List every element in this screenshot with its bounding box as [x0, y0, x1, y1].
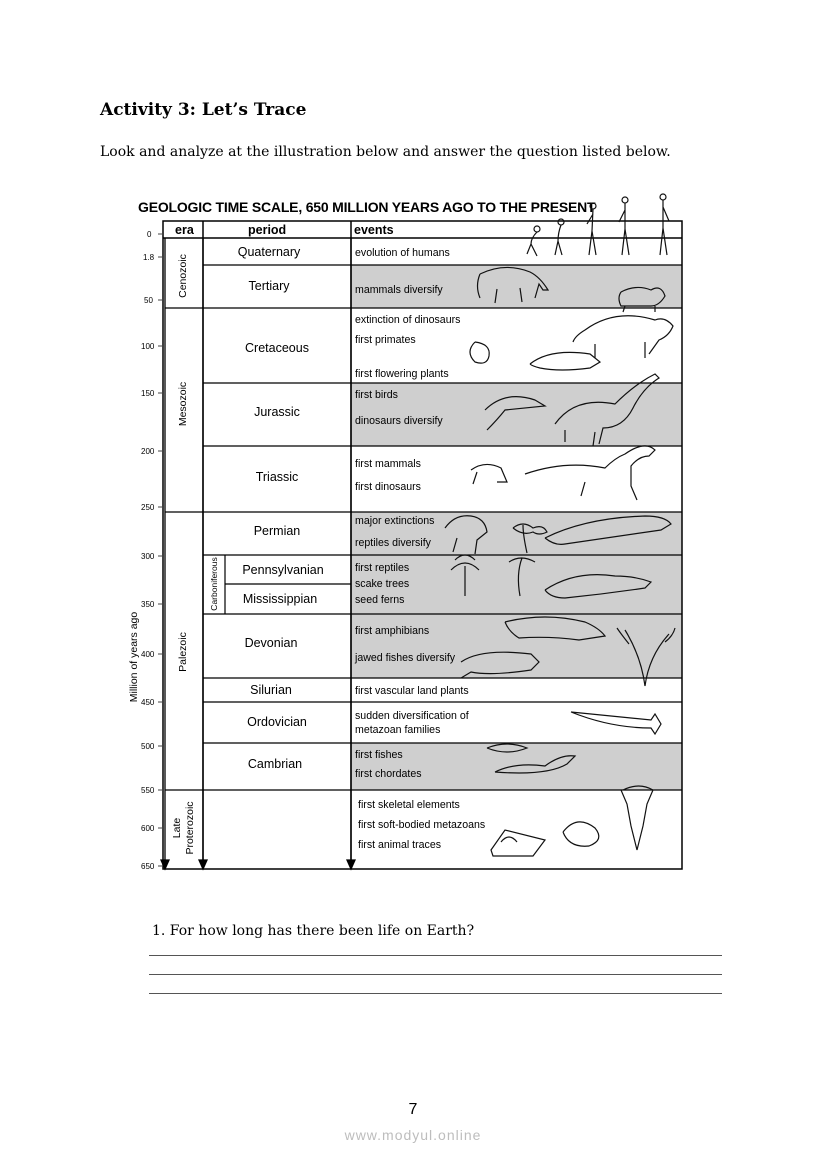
- event: first birds: [355, 389, 398, 401]
- era-mesozoic: Mesozoic: [177, 381, 189, 427]
- activity-heading: Activity 3: Let’s Trace: [100, 100, 307, 120]
- period-jurassic: Jurassic: [254, 405, 300, 419]
- period-cretaceous: Cretaceous: [245, 341, 309, 355]
- event: first fishes: [355, 749, 403, 761]
- svg-text:1.8: 1.8: [143, 253, 155, 262]
- event: reptiles diversify: [355, 537, 431, 549]
- svg-text:300: 300: [141, 552, 155, 561]
- svg-text:350: 350: [141, 600, 155, 609]
- instructions-text: Look and analyze at the illustration below and answer the question listed below.: [100, 144, 671, 160]
- event: first dinosaurs: [355, 481, 421, 493]
- svg-text:450: 450: [141, 698, 155, 707]
- svg-text:150: 150: [141, 389, 155, 398]
- answer-line: [149, 955, 722, 956]
- period-ordovician: Ordovician: [247, 715, 307, 729]
- period-triassic: Triassic: [255, 470, 299, 484]
- triceratops-illustration: [573, 316, 673, 358]
- svg-text:50: 50: [144, 296, 153, 305]
- event: first animal traces: [358, 839, 442, 851]
- answer-line: [149, 974, 722, 975]
- event: first reptiles: [355, 562, 410, 574]
- event: mammals diversify: [355, 284, 443, 296]
- event: extinction of dinosaurs: [355, 314, 461, 326]
- period-tertiary: Tertiary: [248, 279, 290, 293]
- nautiloid-illustration: [571, 712, 661, 734]
- era-proterozoic: Proterozoic: [184, 801, 196, 855]
- period-quaternary: Quaternary: [237, 245, 301, 259]
- era-carboniferous: Carboniferous: [209, 557, 219, 611]
- trace-fossil-illustration: [491, 830, 545, 856]
- header-era: era: [175, 223, 194, 237]
- event: first soft-bodied metazoans: [358, 819, 486, 831]
- event: sudden diversification of: [355, 710, 469, 722]
- event: first amphibians: [355, 625, 430, 637]
- event: major extinctions: [355, 515, 435, 527]
- question-1: 1. For how long has there been life on Earth?: [152, 923, 475, 939]
- svg-text:650: 650: [141, 862, 155, 871]
- answer-line: [149, 993, 722, 994]
- triassic-dino-illustration: [525, 446, 655, 500]
- svg-text:600: 600: [141, 824, 155, 833]
- svg-text:400: 400: [141, 650, 155, 659]
- header-period: period: [248, 223, 287, 237]
- figure-title: GEOLOGIC TIME SCALE, 650 MILLION YEARS AGO TO THE PRESENT: [138, 199, 596, 215]
- period-permian: Permian: [253, 524, 301, 538]
- event: jawed fishes diversify: [355, 652, 456, 664]
- header-events: events: [354, 223, 394, 237]
- period-cambrian: Cambrian: [247, 757, 303, 771]
- axis-ticks: [141, 230, 163, 871]
- event: first vascular land plants: [355, 685, 469, 697]
- period-silurian: Silurian: [250, 683, 292, 697]
- event: evolution of humans: [355, 247, 450, 259]
- svg-text:200: 200: [141, 447, 155, 456]
- event: first skeletal elements: [358, 799, 460, 811]
- svg-text:100: 100: [141, 342, 155, 351]
- event: first flowering plants: [355, 368, 449, 380]
- geologic-time-scale-figure: [125, 192, 700, 877]
- flower-illustration: [470, 342, 489, 363]
- era-late: Late: [171, 817, 183, 839]
- era-paleozoic: Palezoic: [177, 632, 189, 672]
- event: first chordates: [355, 768, 422, 780]
- svg-text:500: 500: [141, 742, 155, 751]
- event: first primates: [355, 334, 416, 346]
- page-number: 7: [408, 1101, 418, 1118]
- era-cenozoic: Cenozoic: [177, 254, 189, 298]
- period-mississippian: Mississippian: [242, 592, 318, 606]
- event: dinosaurs diversify: [355, 415, 443, 427]
- event: first mammals: [355, 458, 421, 470]
- soft-body-illustration: [563, 822, 599, 846]
- watermark: www.modyul.online: [344, 1127, 482, 1143]
- early-mammal-illustration: [471, 464, 507, 484]
- axis-label: Million of years ago: [128, 611, 140, 703]
- skeletal-element-illustration: [621, 786, 653, 850]
- period-pennsylvanian: Pennsylvanian: [242, 563, 324, 577]
- svg-text:250: 250: [141, 503, 155, 512]
- event: scake trees: [355, 578, 410, 590]
- primate-illustration: [530, 352, 600, 370]
- svg-text:550: 550: [141, 786, 155, 795]
- period-devonian: Devonian: [244, 636, 298, 650]
- event: seed ferns: [355, 594, 405, 606]
- svg-text:0: 0: [147, 230, 152, 239]
- event: metazoan families: [355, 724, 441, 736]
